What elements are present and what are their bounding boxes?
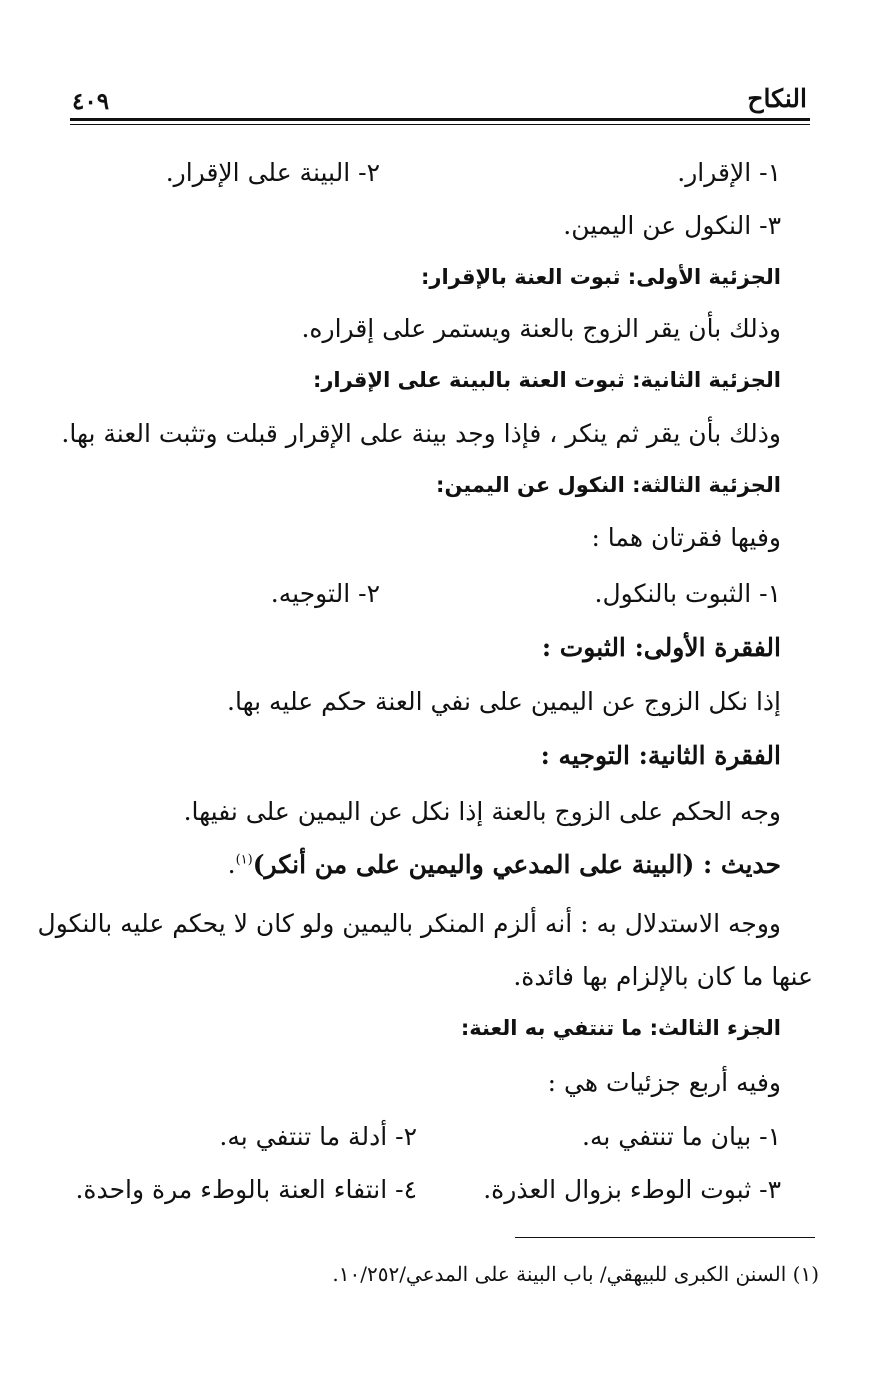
header-rule-thick (70, 118, 810, 121)
subheading-third-part: الجزئية الثالثة: النكول عن اليمين: (436, 473, 781, 497)
header-rule-thin (70, 124, 810, 125)
subheading-second-part: الجزئية الثانية: ثبوت العنة بالبينة على الإقرار: (312, 368, 781, 392)
list-item-part-1: ١- بيان ما تنتفي به. (582, 1122, 781, 1151)
paragraph-reasoning: وجه الحكم على الزوج بالعنة إذا نكل عن اليمين على نفيها. (183, 797, 781, 826)
heading-third-section: الجزء الثالث: ما تنتفي به العنة: (460, 1016, 781, 1040)
footnote: (١) السنن الكبرى للبيهقي/ باب البينة على المدعي/١٠/٢٥٢. (332, 1262, 819, 1286)
list-item-2: ٢- البينة على الإقرار. (165, 158, 380, 187)
list-item-sub-1: ١- الثبوت بالنكول. (594, 579, 781, 608)
list-item-1: ١- الإقرار. (677, 158, 781, 187)
subheading-second-paragraph: الفقرة الثانية: التوجيه : (540, 741, 781, 770)
subheading-first-part: الجزئية الأولى: ثبوت العنة بالإقرار: (420, 265, 781, 289)
list-item-part-2: ٢- أدلة ما تنتفي به. (219, 1122, 417, 1151)
paragraph-third-part: وفيها فقرتان هما : (591, 523, 781, 552)
running-head: النكاح (747, 84, 807, 113)
paragraph-inference-line-1: ووجه الاستدلال به : أنه ألزم المنكر باليمين ولو كان لا يحكم عليه بالنكول (37, 909, 781, 938)
paragraph-inference-line-2: عنها ما كان بالإلزام بها فائدة. (513, 962, 813, 991)
list-item-3: ٣- النكول عن اليمين. (563, 211, 781, 240)
list-item-part-4: ٤- انتفاء العنة بالوطء مرة واحدة. (75, 1175, 417, 1204)
hadith-text: (البينة على المدعي واليمين على من أنكر) (252, 850, 695, 879)
paragraph-second-part: وذلك بأن يقر ثم ينكر ، فإذا وجد بينة على الإقرار قبلت وتثبت العنة بها. (61, 419, 781, 448)
hadith-line (228, 852, 781, 877)
hadith-end: . (227, 850, 236, 879)
subheading-first-paragraph: الفقرة الأولى: الثبوت : (541, 633, 781, 662)
list-item-sub-2: ٢- التوجيه. (270, 579, 380, 608)
paragraph-four-parts: وفيه أربع جزئيات هي : (547, 1068, 781, 1097)
footnote-rule (515, 1237, 815, 1238)
paragraph-first-part: وذلك بأن يقر الزوج بالعنة ويستمر على إقراره. (301, 314, 781, 343)
paragraph-proof: إذا نكل الزوج عن اليمين على نفي العنة حكم عليه بها. (227, 687, 781, 716)
hadith-label: حديث : (694, 850, 781, 879)
footnote-reference: (١) (235, 852, 253, 868)
list-item-part-3: ٣- ثبوت الوطء بزوال العذرة. (483, 1175, 781, 1204)
page-number: ٤٠٩ (72, 88, 110, 115)
